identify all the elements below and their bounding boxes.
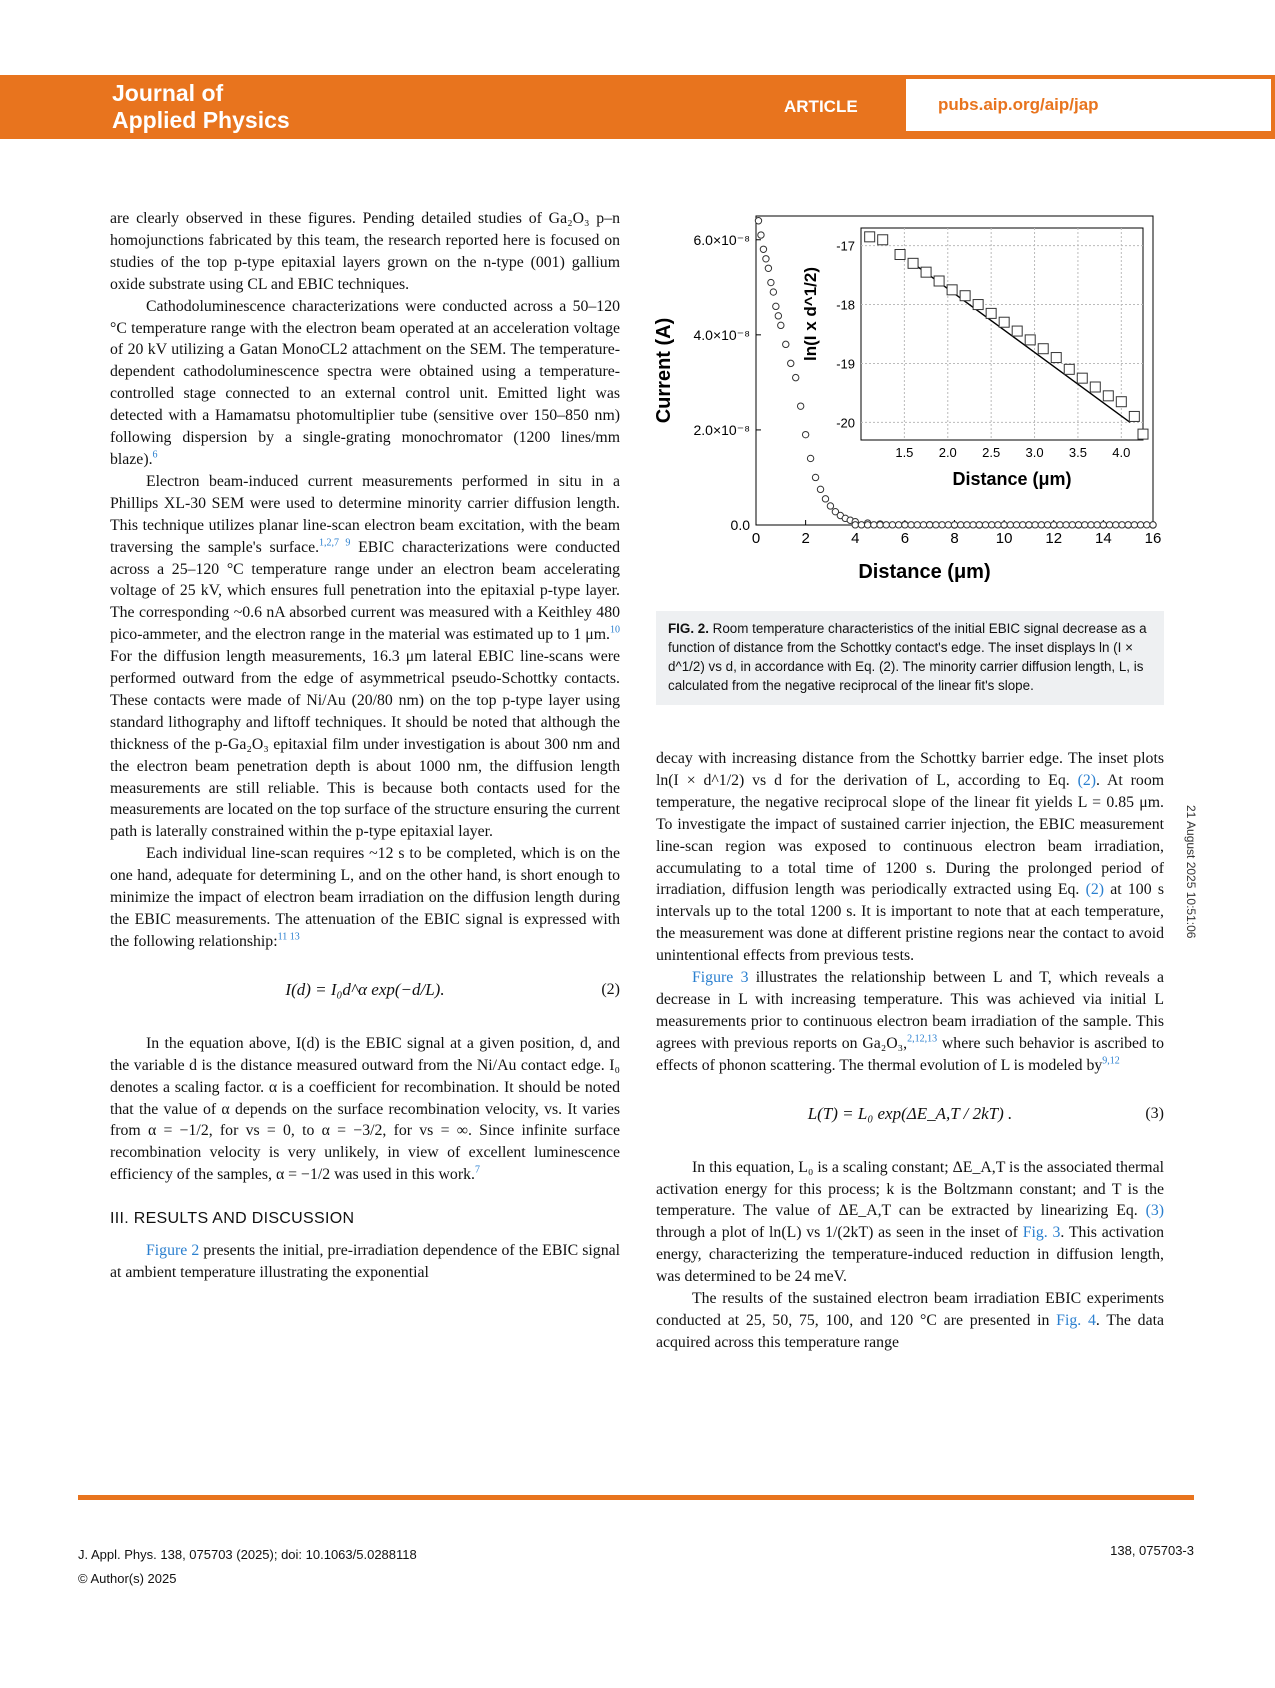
inset-data-point — [895, 250, 905, 260]
inset-data-point — [1129, 411, 1139, 421]
reference-link[interactable]: 10 — [610, 624, 620, 636]
data-point — [797, 403, 803, 409]
data-point — [1088, 522, 1094, 528]
inset-x-tick-label: 3.0 — [1025, 445, 1044, 460]
data-point — [1094, 522, 1100, 528]
data-point — [822, 496, 828, 502]
paragraph — [110, 843, 620, 953]
data-point — [871, 522, 877, 528]
x-tick-label: 2 — [801, 530, 810, 547]
data-point — [1100, 522, 1106, 528]
data-point — [827, 503, 833, 509]
caption-label: FIG. 2. — [668, 621, 709, 636]
data-point — [945, 522, 951, 528]
data-point — [989, 522, 995, 528]
equation-body: L(T) = L₀ exp(ΔE_A,T / 2kT) . — [807, 1103, 1013, 1123]
data-point — [1007, 522, 1013, 528]
data-point — [1119, 522, 1125, 528]
paragraph-text: through a plot of ln(L) vs 1/(2kT) as seen in the inset of — [656, 1224, 1023, 1242]
data-point — [783, 341, 789, 347]
data-point — [982, 522, 988, 528]
inset-x-tick-label: 2.5 — [982, 445, 1001, 460]
inset-plot — [801, 228, 1148, 489]
inset-x-tick-label: 2.0 — [938, 445, 957, 460]
y-axis-label: Current (A) — [653, 317, 675, 424]
data-point — [1038, 522, 1044, 528]
figure-link[interactable]: Fig. 4 — [1056, 1311, 1096, 1329]
reference-link[interactable]: 9,12 — [1102, 1055, 1120, 1067]
data-point — [1057, 522, 1063, 528]
inset-data-point — [1116, 397, 1126, 407]
figure-link[interactable]: Figure 2 — [146, 1242, 200, 1260]
page-number: 138, 075703-3 — [1110, 1543, 1194, 1558]
data-point — [933, 522, 939, 528]
data-point — [1069, 522, 1075, 528]
data-point — [1032, 522, 1038, 528]
inset-data-point — [973, 300, 983, 310]
equation-body: I(d) = I₀d^α exp(−d/L). — [285, 979, 445, 999]
inset-data-point — [1090, 382, 1100, 392]
data-point — [1137, 522, 1143, 528]
section-heading: III. RESULTS AND DISCUSSION — [110, 1210, 355, 1228]
paragraph-text: Electron beam-induced current measurements performed in situ in a Phillips XL-30 SEM were used to determine minority carrier diffusion length. This technique utilizes planar line-scan electron beam excitation, with the beam traversing the sample's surface. — [110, 472, 620, 556]
x-tick-label: 8 — [950, 530, 959, 547]
data-point — [1013, 522, 1019, 528]
inset-data-point — [1025, 335, 1035, 345]
right-column — [656, 748, 1164, 1354]
paragraph — [656, 1288, 1164, 1354]
reference-link[interactable]: 7 — [474, 1164, 480, 1176]
journal-url-box[interactable] — [902, 75, 1275, 135]
inset-data-point — [908, 258, 918, 268]
download-timestamp: 21 August 2025 10:51:06 — [1184, 805, 1198, 939]
data-point — [970, 522, 976, 528]
x-tick-label: 6 — [900, 530, 910, 547]
inset-x-tick-label: 4.0 — [1112, 445, 1131, 460]
article-type-label: ARTICLE — [784, 97, 858, 116]
inset-data-point — [1138, 429, 1148, 439]
equation-number: (2) — [601, 980, 620, 998]
footer-left — [78, 1543, 417, 1591]
data-point — [765, 265, 771, 271]
y-tick-label: 2.0×10⁻⁸ — [693, 421, 750, 438]
data-point — [812, 474, 818, 480]
equation-3 — [656, 1091, 1164, 1139]
data-point — [1051, 522, 1057, 528]
data-point — [976, 522, 982, 528]
x-tick-label: 4 — [851, 530, 860, 547]
data-point — [1131, 522, 1137, 528]
paragraph-text: In the equation above, I(d) is the EBIC signal at a given position, d, and the variable d is the distance measured outward from the Ni/Au contact edge. I₀ denotes a scaling factor. α is a coefficient for recombination. It should be noted that the value of α depends on the surface recombination velocity, vs. It varies from α = −1/2, for vs = 0, to α = −3/2, for vs = ∞. Since infinite surface recombination velocity is very unlikely, in view of excellent luminescence efficiency of the samples, α = −1/2 was used in this work. — [110, 1034, 620, 1184]
paragraph — [110, 471, 620, 843]
data-point — [1125, 522, 1131, 528]
equation-link[interactable]: (2) — [1085, 881, 1105, 899]
inset-data-point — [934, 276, 944, 286]
data-point — [908, 522, 914, 528]
reference-link[interactable]: 1,2,7 9 — [319, 537, 351, 549]
paragraph — [656, 748, 1164, 967]
data-point — [763, 256, 769, 262]
x-tick-label: 0 — [751, 530, 761, 547]
data-point — [760, 246, 766, 252]
paragraph-text: where such behavior is ascribed to effects of phonon scattering. The thermal evolution of L is modeled by — [656, 1034, 1164, 1074]
paragraph-text: . At room temperature, the negative reciprocal slope of the linear fit yields L = 0.85 μm. To investigate the impact of sustained carrier injection, the EBIC measurement line-scan region was exposed to continuous electron beam irradiation, accumulating to a total time of 1200 s. During the prolonged period of irradiation, diffusion length was periodically extracted using Eq. — [656, 771, 1164, 899]
x-tick-label: 12 — [1045, 530, 1063, 547]
paragraph-text: Each individual line-scan requires ~12 s to be completed, which is on the one hand, adequate for determining L, and on the other hand, is short enough to minimize the impact of electron beam irradiation on the diffusion length during the EBIC measurements. The attenuation of the EBIC signal is expressed with the following relationship: — [110, 845, 620, 950]
inset-data-point — [986, 308, 996, 318]
data-point — [755, 218, 761, 224]
data-point — [1063, 522, 1069, 528]
equation-2 — [110, 967, 620, 1015]
data-point — [1075, 522, 1081, 528]
journal-url-link[interactable]: pubs.aip.org/aip/jap — [938, 95, 1099, 114]
data-point — [864, 522, 870, 528]
paragraph-text: . This activation energy, characterizing the temperature-induced reduction in diffusion length, was determined to be 24 meV. — [656, 1224, 1165, 1286]
equation-link[interactable]: (3) — [1145, 1202, 1164, 1220]
data-point — [920, 522, 926, 528]
data-point — [852, 522, 858, 528]
x-axis-label: Distance (μm) — [858, 561, 991, 583]
paragraph — [656, 1157, 1164, 1288]
footer-rule — [78, 1495, 1194, 1500]
data-point — [807, 455, 813, 461]
data-point — [1150, 522, 1156, 528]
data-point — [1106, 522, 1112, 528]
inset-data-point — [1038, 344, 1048, 354]
data-point — [1082, 522, 1088, 528]
left-column — [110, 208, 620, 1284]
data-point — [889, 522, 895, 528]
citation-line: J. Appl. Phys. 138, 075703 (2025); doi: 10.1063/5.0288118 — [78, 1547, 417, 1562]
data-point — [964, 522, 970, 528]
inset-data-point — [921, 267, 931, 277]
inset-data-point — [1103, 391, 1113, 401]
paragraph — [656, 967, 1164, 1077]
data-point — [883, 522, 889, 528]
data-point — [775, 313, 781, 319]
journal-name-line2: Applied Physics — [112, 107, 290, 133]
data-point — [770, 289, 776, 295]
paragraph-text: The results of the sustained electron beam irradiation EBIC experiments conducted at 25, 50, 75, 100, and 120 °C are presented in — [656, 1290, 1164, 1329]
y-tick-label: 6.0×10⁻⁸ — [693, 231, 750, 248]
data-point — [1026, 522, 1032, 528]
inset-data-point — [878, 235, 888, 245]
data-point — [1020, 522, 1026, 528]
data-point — [1144, 522, 1150, 528]
inset-x-axis-label: Distance (μm) — [952, 469, 1072, 489]
copyright-line: © Author(s) 2025 — [78, 1571, 177, 1586]
inset-data-point — [947, 285, 957, 295]
reference-link[interactable]: 2,12,13 — [907, 1033, 938, 1045]
paragraph-text: EBIC characterizations were conducted across a 25–120 °C temperature range under an electron beam accelerating voltage of 25 kV, which ensures full penetration into the epitaxial p-type layer. The corresponding ~0.6 nA absorbed current was measured with a Keithley 480 pico-ammeter, and the electron range in the material was estimated up to 1 μm. — [110, 538, 620, 644]
figure-caption — [656, 611, 1164, 705]
paragraph-text: In this equation, L₀ is a scaling constant; ΔE_A,T is the associated thermal activation energy for this process; k is the Boltzmann constant; and T is the temperature. The value of ΔE_A,T can be extracted by linearizing Eq. — [656, 1158, 1164, 1220]
figure-link[interactable]: Fig. 3 — [1022, 1224, 1061, 1242]
inset-x-tick-label: 3.5 — [1068, 445, 1087, 460]
data-point — [788, 360, 794, 366]
data-point — [958, 522, 964, 528]
inset-data-point — [865, 232, 875, 242]
data-point — [778, 322, 784, 328]
equation-link[interactable]: (2) — [1077, 771, 1096, 789]
paragraph: are clearly observed in these figures. Pending detailed studies of Ga₂O₃ p–n homojunctions fabricated by this team, the research reported here is focused on studies of the top p-type epitaxial layers grown on the n-type (001) gallium oxide substrate using CL and EBIC techniques. — [110, 210, 620, 293]
data-point — [895, 522, 901, 528]
x-tick-label: 14 — [1095, 530, 1112, 547]
inset-y-tick-label: -20 — [836, 415, 855, 431]
inset-data-point — [1077, 373, 1087, 383]
equation-number: (3) — [1145, 1104, 1164, 1122]
inset-data-point — [1012, 326, 1022, 336]
data-point — [995, 522, 1001, 528]
paragraph-text: For the diffusion length measurements, 16.3 μm lateral EBIC line-scans were performed outward from the edge of asymmetrical pseudo-Schottky contacts. These contacts were made of Ni/Au (20/80 nm) on the top p-type layer using standard lithography and liftoff techniques. It should be noted that although the thickness of the p-Ga₂O₃ epitaxial film under investigation is about 300 nm and the electron beam penetration depth is about 1000 nm, the diffusion length measurements are still reliable. This is because both contacts used for the measurements are located on the top surface of the structure ensuring the current path is laterally constrained within the p-type epitaxial layer. — [110, 648, 620, 841]
paragraph-text: at 100 s intervals up to the total 1200 s. It is important to note that at each temperature, the measurement was done at different pristine regions near the contact to avoid unintentional effects from previous tests. — [656, 881, 1165, 965]
caption-text: Room temperature characteristics of the initial EBIC signal decrease as a function of distance from the Schottky contact's edge. The inset displays ln (I × d^1/2) vs d, in accordance with Eq. (2). The minority carrier diffusion length, L, is calculated from the negative reciprocal of the linear fit's slope. — [668, 621, 1147, 693]
inset-x-tick-label: 1.5 — [895, 445, 914, 460]
figure-link[interactable]: Figure 3 — [692, 969, 749, 987]
inset-data-point — [1064, 364, 1074, 374]
paragraph-text: Cathodoluminescence characterizations were conducted across a 50–120 °C temperature range with the electron beam operated at an acceleration voltage of 20 kV utilizing a Gatan MonoCL2 attachment on the SEM. The temperature-dependent cathodoluminescence spectra were obtained using a temperature-controlled stage connected to an external control unit. Emitted light was detected with a Hamamatsu photomultiplier tube (sensitive over 150–850 nm) following dispersion by a single-grating monochromator (1200 lines/mm blaze). — [110, 297, 620, 468]
x-tick-label: 10 — [995, 530, 1013, 547]
paragraph — [110, 1033, 620, 1186]
data-point — [768, 279, 774, 285]
inset-y-tick-label: -18 — [836, 297, 855, 313]
data-point — [902, 522, 908, 528]
data-point — [1113, 522, 1119, 528]
inset-data-point — [1051, 353, 1061, 363]
data-point — [1044, 522, 1050, 528]
inset-y-tick-label: -19 — [836, 356, 855, 372]
inset-data-point — [960, 291, 970, 301]
inset-data-point — [999, 317, 1009, 327]
paragraph-text: . The data acquired across this temperature range — [656, 1311, 1164, 1351]
journal-name-line1: Journal of — [112, 80, 224, 106]
data-point — [758, 232, 764, 238]
x-tick-label: 16 — [1144, 530, 1162, 547]
data-point — [914, 522, 920, 528]
paragraph — [110, 1240, 620, 1284]
data-point — [817, 486, 823, 492]
reference-link[interactable]: 11 13 — [277, 931, 300, 943]
data-point — [773, 303, 779, 309]
data-point — [858, 522, 864, 528]
data-point — [1001, 522, 1007, 528]
inset-y-axis-label: ln(I x d^1/2) — [801, 267, 820, 361]
data-point — [939, 522, 945, 528]
data-point — [951, 522, 957, 528]
paragraph-text: presents the initial, pre-irradiation dependence of the EBIC signal at ambient temperature illustrating the exponential — [110, 1242, 621, 1281]
data-point — [802, 431, 808, 437]
data-point — [877, 522, 883, 528]
paragraph — [110, 296, 620, 471]
paragraph-text: illustrates the relationship between L and T, which reveals a decrease in L with increasing temperature. This was achieved via initial L measurements prior to continuous electron beam irradiation of the sample. This agrees with previous reports on Ga₂O₃, — [656, 969, 1164, 1052]
journal-name — [112, 80, 290, 134]
figure-2-chart — [653, 210, 1164, 605]
paragraph-text: decay with increasing distance from the Schottky barrier edge. The inset plots ln(I × d^1/2) vs d for the derivation of L, according to Eq. — [656, 750, 1164, 789]
inset-y-tick-label: -17 — [836, 238, 855, 254]
data-point — [926, 522, 932, 528]
reference-link[interactable]: 6 — [152, 449, 158, 461]
y-tick-label: 4.0×10⁻⁸ — [693, 326, 750, 343]
data-point — [793, 374, 799, 380]
y-tick-label: 0.0 — [730, 517, 750, 533]
